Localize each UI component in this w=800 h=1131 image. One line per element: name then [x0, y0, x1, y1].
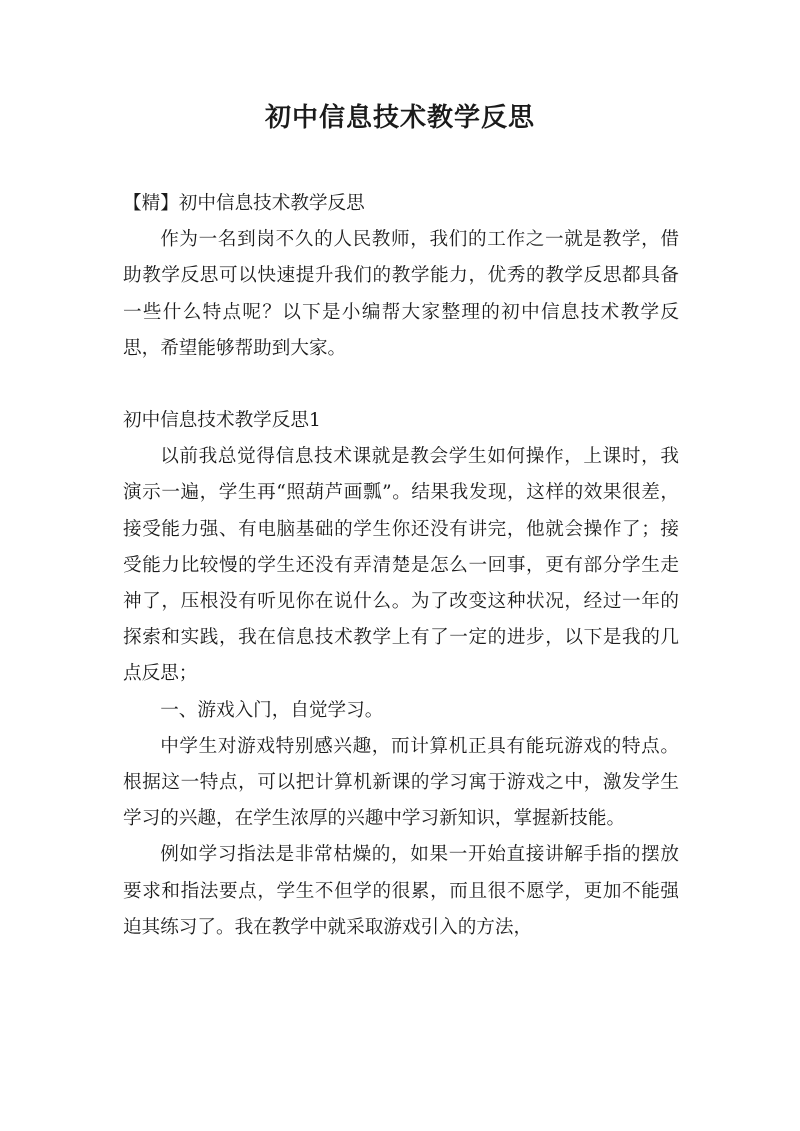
document-subtitle: 【精】初中信息技术教学反思: [123, 193, 365, 214]
paragraph-spacer: [123, 367, 679, 403]
body-paragraph: 例如学习指法是非常枯燥的，如果一开始直接讲解手指的摆放要求和指法要点，学生不但学的很累，而且很不愿学，更加不能强迫其练习了。我在教学中就采取游戏引入的方法，: [123, 844, 679, 938]
body-paragraph: 中学生对游戏特别感兴趣，而计算机正具有能玩游戏的特点。根据这一特点，可以把计算机新课的学习寓于游戏之中，激发学生学习的兴趣，在学生浓厚的兴趣中学习新知识，掌握新技能。: [123, 735, 679, 830]
intro-paragraph: 作为一名到岗不久的人民教师，我们的工作之一就是教学，借助教学反思可以快速提升我们的教学能力，优秀的教学反思都具备一些什么特点呢？以下是小编帮大家整理的初中信息技术教学反思，希望能够帮助到大家。: [123, 229, 679, 359]
body-paragraph-subheading: 一、游戏入门，自觉学习。: [160, 699, 384, 721]
document-body: [123, 186, 679, 946]
section-heading: 初中信息技术教学反思1: [123, 410, 321, 432]
document-title: 初中信息技术教学反思: [264, 103, 535, 133]
body-paragraph: 以前我总觉得信息技术课就是教会学生如何操作，上课时，我演示一遍，学生再“照葫芦画瓢”。结果我发现，这样的效果很差，接受能力强、有电脑基础的学生你还没有讲完，他就会操作了；接受能力比较慢的学生还没有弄清楚是怎么一回事，更有部分学生走神了，压根没有听见你在说什么。为了改变这种状况，经过一年的探索和实践，我在信息技术教学上有了一定的进步，以下是我的几点反思；: [123, 446, 679, 685]
